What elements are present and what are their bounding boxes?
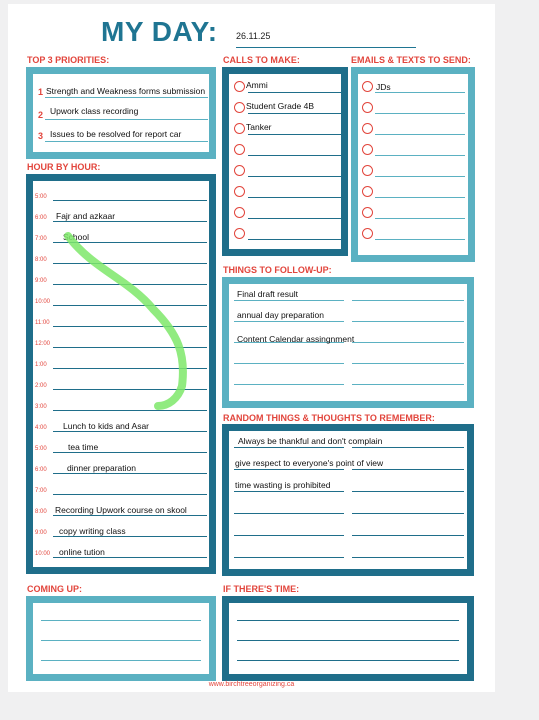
follow-up-line-left (234, 321, 344, 322)
call-line (248, 155, 341, 156)
hour-time-label: 9:00 (35, 530, 47, 536)
random-item-text: time wasting is prohibited (235, 480, 331, 490)
hour-time-label: 8:00 (35, 509, 47, 515)
random-line-left (234, 557, 344, 558)
hour-line (53, 536, 207, 537)
email-line (375, 176, 465, 177)
random-line-right (352, 513, 464, 514)
hour-slot-text: tea time (68, 442, 99, 452)
random-line-left (234, 513, 344, 514)
priority-line-2 (45, 119, 208, 120)
follow-up-line-left (234, 300, 344, 301)
follow-up-line-right (352, 363, 464, 364)
email-checkbox-circle (362, 186, 373, 197)
follow-up-label: THINGS TO FOLLOW-UP: (223, 265, 332, 275)
hour-time-label: 5:00 (35, 194, 47, 200)
if-time-line-3 (237, 660, 459, 661)
random-line-right (352, 491, 464, 492)
hour-line (53, 515, 207, 516)
hour-slot-text: Recording Upwork course on skool (55, 505, 187, 515)
date-value: 26.11.25 (236, 31, 271, 41)
random-line-left (234, 535, 344, 536)
random-line-left (234, 447, 344, 448)
hour-time-label: 6:00 (35, 467, 47, 473)
email-line (375, 155, 465, 156)
hour-line (53, 368, 207, 369)
hour-line (53, 326, 207, 327)
calls-label: CALLS TO MAKE: (223, 55, 300, 65)
coming-up-line-1 (41, 620, 201, 621)
follow-up-item-text: annual day preparation (237, 310, 324, 320)
random-line-right (352, 469, 464, 470)
hour-line (53, 347, 207, 348)
random-line-right (352, 447, 464, 448)
email-line (375, 92, 465, 93)
if-time-label: IF THERE'S TIME: (223, 584, 300, 594)
hour-line (53, 452, 207, 453)
follow-up-item-text: Final draft result (237, 289, 298, 299)
email-line (375, 134, 465, 135)
random-line-left (234, 469, 344, 470)
hour-line (53, 305, 207, 306)
hour-slot-text: Lunch to kids and Asar (63, 421, 150, 431)
if-time-box (222, 596, 474, 681)
hour-line (53, 431, 207, 432)
call-checkbox-circle (234, 102, 245, 113)
follow-up-line-right (352, 384, 464, 385)
if-time-line-2 (237, 640, 459, 641)
hour-time-label: 3:00 (35, 404, 47, 410)
priority-number-1: 1 (38, 87, 44, 97)
follow-up-item-text: Content Calendar assingnment (237, 334, 355, 344)
call-line (248, 176, 341, 177)
hour-time-label: 6:00 (35, 215, 47, 221)
call-checkbox-circle (234, 186, 245, 197)
priority-line-1 (45, 97, 208, 98)
follow-up-line-left (234, 384, 344, 385)
random-label: RANDOM THINGS & THOUGHTS TO REMEMBER: (223, 413, 435, 423)
hour-time-label: 10:00 (35, 299, 51, 305)
email-checkbox-circle (362, 165, 373, 176)
call-line (248, 113, 341, 114)
email-checkbox-circle (362, 102, 373, 113)
call-item-text: Student Grade 4B (246, 101, 315, 111)
priority-number-3: 3 (38, 131, 44, 141)
hour-time-label: 10:00 (35, 551, 51, 557)
email-checkbox-circle (362, 144, 373, 155)
random-line-left (234, 491, 344, 492)
call-checkbox-circle (234, 228, 245, 239)
priorities-label: TOP 3 PRIORITIES: (27, 55, 110, 65)
follow-up-line-right (352, 321, 464, 322)
call-checkbox-circle (234, 165, 245, 176)
hour-slot-text: copy writing class (59, 526, 126, 536)
priority-text-3: Issues to be resolved for report car (50, 129, 182, 139)
hour-time-label: 7:00 (35, 488, 47, 494)
planner-page (8, 4, 495, 692)
hours-label: HOUR BY HOUR: (27, 162, 101, 172)
call-line (248, 92, 341, 93)
call-line (248, 218, 341, 219)
call-item-text: Ammi (246, 80, 268, 90)
random-item-text: Always be thankful and don't complain (238, 436, 383, 446)
follow-up-line-right (352, 342, 464, 343)
call-checkbox-circle (234, 81, 245, 92)
hour-line (53, 473, 207, 474)
hour-line (53, 221, 207, 222)
hour-time-label: 8:00 (35, 257, 47, 263)
email-checkbox-circle (362, 228, 373, 239)
hour-line (53, 557, 207, 558)
email-line (375, 113, 465, 114)
coming-up-line-3 (41, 660, 201, 661)
email-item-text: JDs (376, 82, 391, 92)
if-time-line-1 (237, 620, 459, 621)
call-checkbox-circle (234, 207, 245, 218)
hour-line (53, 494, 207, 495)
hour-slot-text: School (63, 232, 89, 242)
random-line-right (352, 535, 464, 536)
hour-time-label: 4:00 (35, 425, 47, 431)
email-checkbox-circle (362, 207, 373, 218)
call-line (248, 197, 341, 198)
call-checkbox-circle (234, 144, 245, 155)
hour-time-label: 7:00 (35, 236, 47, 242)
random-line-right (352, 557, 464, 558)
coming-up-box (26, 596, 216, 681)
hour-slot-text: Fajr and azkaar (56, 211, 116, 221)
priority-number-2: 2 (38, 110, 44, 120)
call-checkbox-circle (234, 123, 245, 134)
hour-line (53, 389, 207, 390)
call-item-text: Tanker (246, 122, 272, 132)
emails-label: EMAILS & TEXTS TO SEND: (351, 55, 471, 65)
call-line (248, 239, 341, 240)
follow-up-line-left (234, 363, 344, 364)
hour-line (53, 263, 207, 264)
priority-text-2: Upwork class recording (50, 106, 139, 116)
date-underline (236, 47, 416, 48)
hour-time-label: 5:00 (35, 446, 47, 452)
coming-up-line-2 (41, 640, 201, 641)
hour-line (53, 410, 207, 411)
email-checkbox-circle (362, 123, 373, 134)
email-line (375, 218, 465, 219)
priority-line-3 (45, 141, 208, 142)
coming-up-label: COMING UP: (27, 584, 82, 594)
page-title: MY DAY: (101, 16, 218, 47)
hour-line (53, 284, 207, 285)
email-checkbox-circle (362, 81, 373, 92)
hour-line (53, 242, 207, 243)
hour-slot-text: online tution (59, 547, 105, 557)
follow-up-line-right (352, 300, 464, 301)
random-item-text: give respect to everyone's point of view (235, 458, 384, 468)
email-line (375, 197, 465, 198)
hour-line (53, 200, 207, 201)
call-line (248, 134, 341, 135)
priority-text-1: Strength and Weakness forms submission (46, 86, 206, 96)
hour-time-label: 12:00 (35, 341, 51, 347)
email-line (375, 239, 465, 240)
hour-time-label: 11:00 (35, 320, 50, 326)
hour-time-label: 9:00 (35, 278, 47, 284)
hour-slot-text: dinner preparation (67, 463, 136, 473)
hour-time-label: 1:00 (35, 362, 47, 368)
footer-website: www.birchtreeorganizing.ca (208, 681, 295, 688)
hour-time-label: 2:00 (35, 383, 47, 389)
